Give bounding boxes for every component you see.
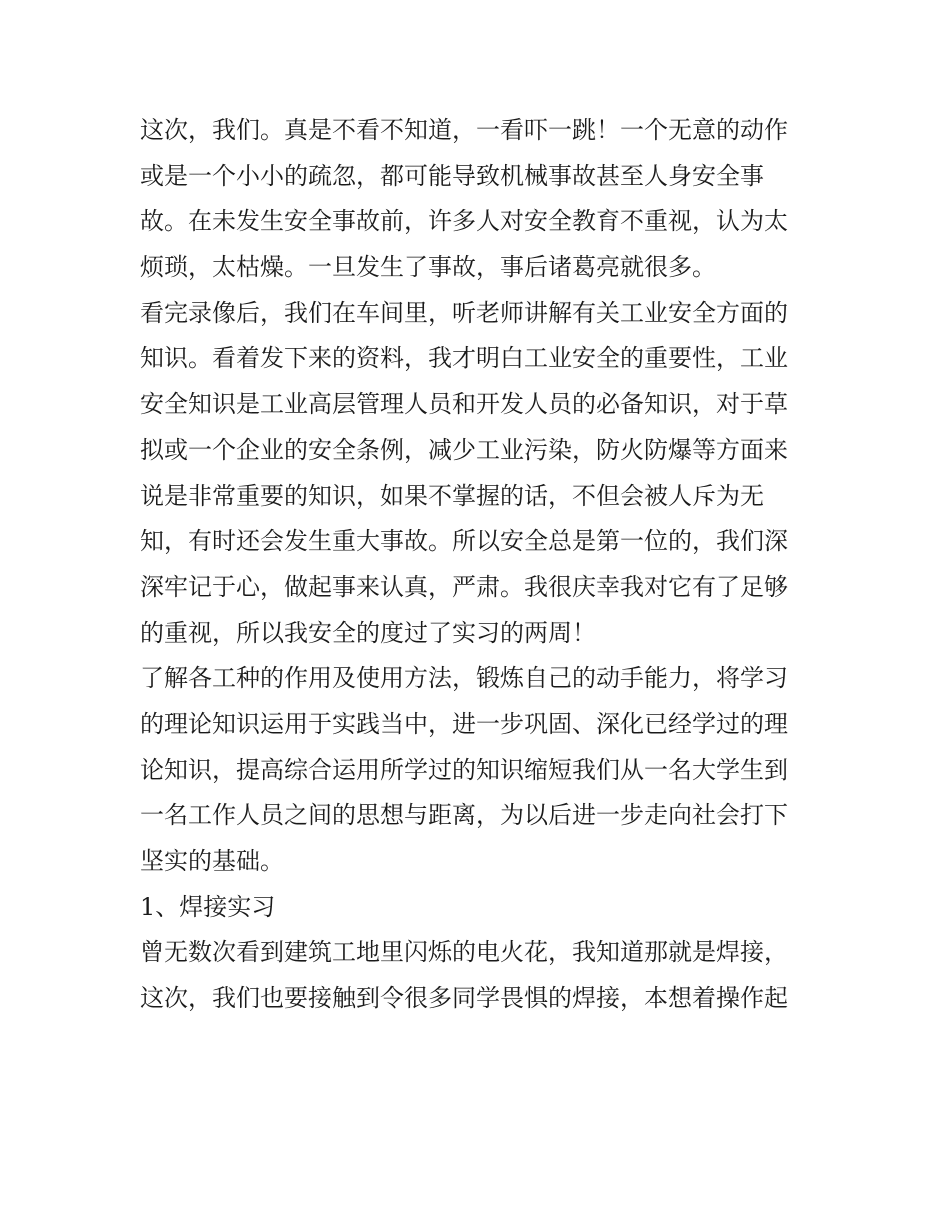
- text-line: 一名工作人员之间的思想与距离，为以后进一步走向社会打下: [140, 801, 788, 830]
- text-line: 知识。看着发下来的资料，我才明白工业安全的重要性，工业: [140, 344, 788, 373]
- text-line: 安全知识是工业高层管理人员和开发人员的必备知识，对于草: [140, 390, 788, 419]
- text-line: 坚实的基础。: [140, 847, 284, 875]
- text-line: 深牢记于心，做起事来认真，严肃。我很庆幸我对它有了足够: [140, 572, 788, 601]
- text-line: 故。在未发生安全事故前，许多人对安全教育不重视，认为太: [140, 207, 788, 236]
- text-line: 或是一个小小的疏忽，都可能导致机械事故甚至人身安全事: [140, 161, 764, 190]
- text-line: 论知识，提高综合运用所学过的知识缩短我们从一名大学生到: [140, 755, 788, 784]
- text-line: 了解各工种的作用及使用方法，锻炼自己的动手能力，将学习: [140, 664, 788, 693]
- text-line: 知，有时还会发生重大事故。所以安全总是第一位的，我们深: [140, 527, 788, 556]
- section-heading: 1、焊接实习: [140, 892, 276, 921]
- text-line: 的重视，所以我安全的度过了实习的两周！: [140, 618, 596, 647]
- text-line: 曾无数次看到建筑工地里闪烁的电火花，我知道那就是焊接，: [140, 938, 788, 967]
- document-body: [140, 108, 820, 1022]
- text-line: 说是非常重要的知识，如果不掌握的话，不但会被人斥为无: [140, 481, 764, 510]
- text-line: 的理论知识运用于实践当中，进一步巩固、深化已经学过的理: [140, 709, 788, 738]
- text-line: 这次，我们也要接触到令很多同学畏惧的焊接，本想着操作起: [140, 984, 788, 1013]
- text-line: 拟或一个企业的安全条例，减少工业污染，防火防爆等方面来: [140, 435, 788, 464]
- text-line: 这次，我们。真是不看不知道，一看吓一跳！一个无意的动作: [140, 116, 788, 144]
- text-line: 看完录像后，我们在车间里，听老师讲解有关工业安全方面的: [140, 298, 788, 327]
- text-line: 烦琐，太枯燥。一旦发生了事故，事后诸葛亮就很多。: [140, 253, 716, 282]
